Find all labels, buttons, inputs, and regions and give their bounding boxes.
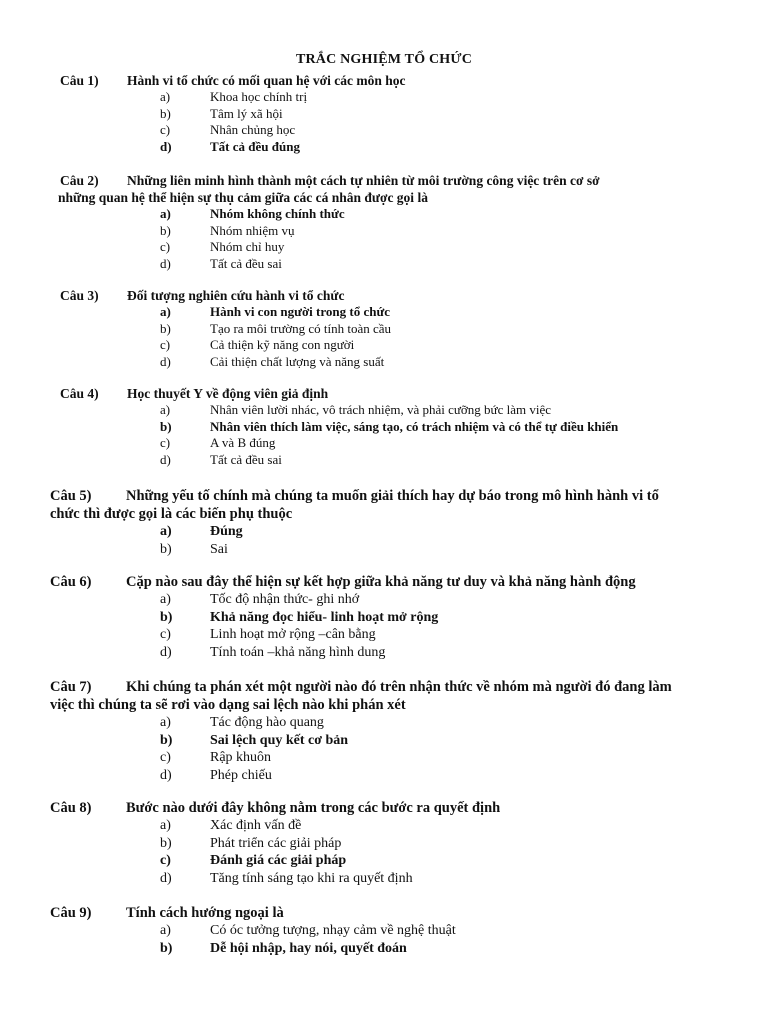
question-number: Câu 8) xyxy=(50,800,92,816)
question-6 xyxy=(0,573,768,661)
question-number: Câu 2) xyxy=(60,173,99,188)
question-7 xyxy=(0,678,768,784)
question-5 xyxy=(0,487,768,558)
question-text: Cặp nào sau đây thể hiện sự kết hợp giữa khả năng tư duy và khả năng hành động xyxy=(126,574,636,590)
option-c: c) Nhóm chỉ huy xyxy=(160,239,285,254)
option-b: b) Sai lệch quy kết cơ bản xyxy=(160,732,349,748)
question-text-line1: Khi chúng ta phán xét một người nào đó trên nhận thức về nhóm mà người đó đang làm xyxy=(126,679,672,695)
option-b: b) Dễ hội nhập, hay nói, quyết đoán xyxy=(160,940,407,956)
question-number: Câu 4) xyxy=(60,386,99,401)
question-text: Đối tượng nghiên cứu hành vi tổ chức xyxy=(127,288,345,303)
option-c: c) Nhân chủng học xyxy=(160,122,296,137)
question-text: Học thuyết Y về động viên giả định xyxy=(127,386,329,401)
option-c: c) Cả thiện kỹ năng con người xyxy=(160,337,355,352)
option-a: a) Xác định vấn đề xyxy=(160,818,302,833)
question-text-line2: những quan hệ thể hiện sự thụ cảm giữa các cá nhân được gọi là xyxy=(58,190,428,205)
option-c: c) Đánh giá các giải pháp xyxy=(160,853,347,868)
option-b: b) Phát triển các giải pháp xyxy=(160,835,342,851)
question-text-line1: Những liên minh hình thành một cách tự nhiên từ môi trường công việc trên cơ sở xyxy=(127,173,600,188)
question-text: Tính cách hướng ngoại là xyxy=(126,905,284,921)
question-8 xyxy=(0,799,768,887)
question-3 xyxy=(0,287,768,370)
option-b: b) Khả năng đọc hiểu- linh hoạt mở rộng xyxy=(160,609,439,625)
option-c: c) Rập khuôn xyxy=(160,750,272,765)
option-b: b) Tạo ra môi trường có tính toàn cầu xyxy=(160,320,392,336)
option-b: b) Sai xyxy=(160,541,228,557)
option-d: d) Tính toán –khả năng hình dung xyxy=(160,644,386,660)
question-text: Hành vi tổ chức có mối quan hệ với các môn học xyxy=(127,73,406,88)
option-b: b) Tâm lý xã hội xyxy=(160,105,283,121)
question-text-line2: chức thì được gọi là các biến phụ thuộc xyxy=(50,506,293,522)
option-d: d) Phép chiếu xyxy=(160,767,272,783)
option-d: d) Tất cả đều đúng xyxy=(160,138,300,154)
option-a: a) Có óc tưởng tượng, nhạy cảm về nghệ thuật xyxy=(160,923,456,938)
option-a: a) Nhóm không chính thức xyxy=(160,206,345,221)
option-a: a) Đúng xyxy=(160,524,243,539)
option-a: a) Tác động hào quang xyxy=(160,715,324,730)
question-text: Bước nào dưới đây không nằm trong các bước ra quyết định xyxy=(126,800,501,816)
question-number: Câu 1) xyxy=(60,73,99,88)
question-4 xyxy=(0,385,768,468)
option-c: c) Linh hoạt mở rộng –cân bằng xyxy=(160,627,376,642)
option-c: c) A và B đúng xyxy=(160,435,276,450)
option-d: d) Tất cả đều sai xyxy=(160,451,282,467)
question-number: Câu 6) xyxy=(50,574,92,590)
option-b: b) Nhóm nhiệm vụ xyxy=(160,222,295,238)
option-a: a) Khoa học chính trị xyxy=(160,89,308,104)
question-number: Câu 9) xyxy=(50,905,92,921)
option-b: b) Nhân viên thích làm việc, sáng tạo, có trách nhiệm và có thể tự điều khiển xyxy=(160,418,619,434)
option-d: d) Tất cả đều sai xyxy=(160,255,282,271)
question-text-line1: Những yếu tố chính mà chúng ta muốn giải thích hay dự báo trong mô hình hành vi tổ xyxy=(126,488,659,504)
option-a: a) Hành vi con người trong tổ chức xyxy=(160,304,391,319)
option-a: a) Tốc độ nhận thức- ghi nhớ xyxy=(160,592,360,607)
question-2 xyxy=(0,172,768,272)
page-title: TRẮC NGHIỆM TỔ CHỨC xyxy=(295,52,473,67)
option-d: d) Tăng tính sáng tạo khi ra quyết định xyxy=(160,870,413,886)
question-1 xyxy=(0,72,768,155)
question-text-line2: việc thì chúng ta sẽ rơi vào dạng sai lệch nào khi phán xét xyxy=(50,697,406,713)
option-d: d) Cải thiện chất lượng và năng suất xyxy=(160,353,385,369)
question-number: Câu 7) xyxy=(50,679,92,695)
question-number: Câu 3) xyxy=(60,288,99,303)
option-a: a) Nhân viên lười nhác, vô trách nhiệm, và phải cưỡng bức làm việc xyxy=(160,402,552,417)
question-9 xyxy=(0,904,768,957)
question-number: Câu 5) xyxy=(50,488,92,504)
